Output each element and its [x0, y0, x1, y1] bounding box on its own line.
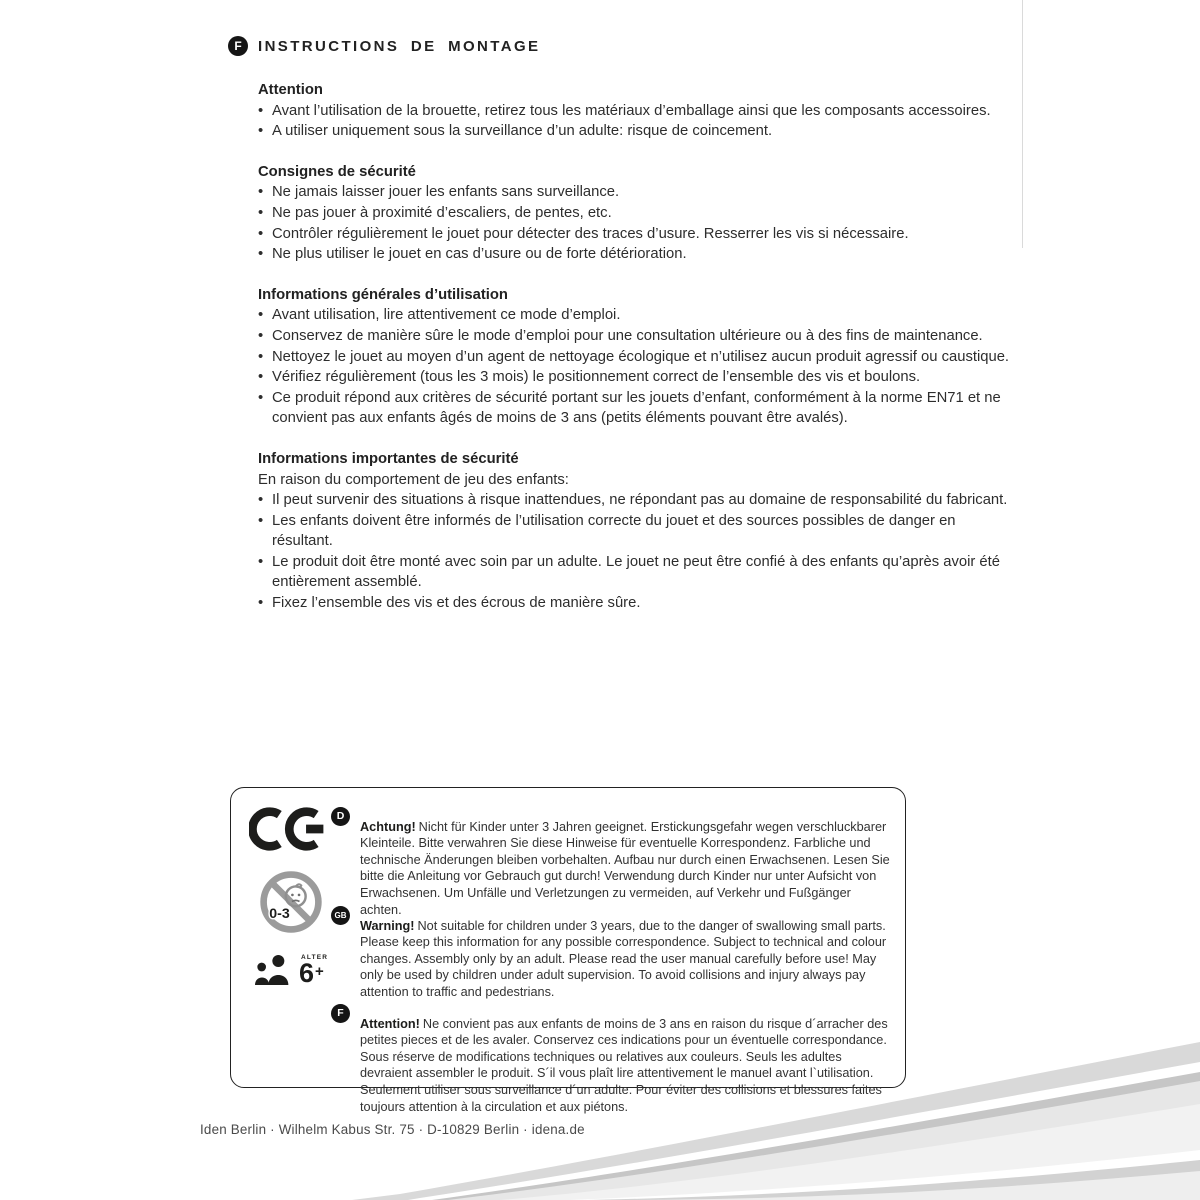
bullet-text: Vérifiez régulièrement (tous les 3 mois) le positionnement correct de l’ensemble des vis et boulons.: [272, 369, 921, 386]
bullet-marker: •: [258, 184, 264, 201]
bullet-text: Conservez de manière sûre le mode d’emploi pour une consultation ultérieure ou à des fins de maintenance.: [272, 327, 983, 344]
age-restriction-label: 0-3: [269, 906, 290, 923]
bullet-text: Il peut survenir des situations à risque inattendues, ne répondant pas au domaine de responsabilité du fabricant.: [272, 492, 1008, 509]
bullet-list: [258, 305, 1020, 429]
bullet-item: [258, 347, 1020, 368]
bullet-text: Contrôler régulièrement le jouet pour détecter des traces d’usure. Resserrer les vis si nécessaire.: [272, 225, 909, 242]
bullet-marker: •: [258, 327, 264, 344]
language-d-icon: D: [331, 807, 350, 826]
bullet-marker: •: [258, 102, 264, 119]
safety-icons-column: [247, 802, 337, 986]
bullet-marker: •: [258, 348, 264, 365]
bullet-text: Ne plus utiliser le jouet en cas d’usure ou de forte détérioration.: [272, 246, 687, 263]
bullet-text: Ce produit répond aux critères de sécurité portant sur les jouets d’enfant, conformément à la norme EN71 et ne convient pas aux enfants âgés de moins de 3 ans (petits éléments pouvant être avalés).: [272, 389, 1001, 427]
bullet-item: [258, 552, 1020, 593]
bullet-text: Fixez l’ensemble des vis et des écrous de manière sûre.: [272, 595, 641, 612]
bullet-text: Ne jamais laisser jouer les enfants sans surveillance.: [272, 184, 620, 201]
bullet-item: [258, 121, 1020, 142]
bullet-text: Le produit doit être monté avec soin par un adulte. Le jouet ne peut être confié à des enfants qu’après avoir été entièrement assemblé.: [272, 553, 1000, 591]
bullet-marker: •: [258, 492, 264, 509]
age-recommendation: [253, 952, 337, 986]
bullet-item: [258, 203, 1020, 224]
bullet-item: [258, 326, 1020, 347]
bullet-item: [258, 593, 1020, 614]
swoosh-decoration: [0, 1008, 1200, 1200]
bullet-marker: •: [258, 553, 264, 570]
page-header: [228, 36, 540, 56]
warning-lead-fr: Attention!: [360, 1016, 420, 1031]
bullet-item: [258, 224, 1020, 245]
warning-text-gb: Warning! Not suitable for children under 3 years, due to the danger of swallowing small parts. Please keep this information for any possible correspondence. Subject to technical and colour changes. Assembly only by an adult. Please read the user manual carefully before use! May only be used by children under adult supervision. To avoid collisions and injury always pay attention to traffic and pedestrians.: [360, 918, 887, 1000]
instruction-section: [258, 285, 1020, 429]
section-heading: Consignes de sécurité: [258, 163, 416, 180]
warning-text-fr: Attention! Ne convient pas aux enfants de moins de 3 ans en raison du risque d´arracher des petites pieces et de les avaler. Conservez ces indications pour un éventuelle correspondance. Sous réserve de modifications techniques ou relatives aux couleurs. Seuls les adultes devraient assembler le produit. S´il vous plaît lire attentivement le manuel avant l`utilisation. Seulement utiliser sous surveillance d´un adulte. Pour éviter des collisions et blessures faites toujours attention à la circulation et aux piétons.: [360, 1016, 888, 1114]
section-heading: Informations générales d’utilisation: [258, 286, 508, 303]
language-f-icon: F: [228, 36, 248, 56]
bullet-marker: •: [258, 512, 264, 529]
warning-lead-gb: Warning!: [360, 918, 415, 933]
age-value-block: [299, 955, 328, 987]
bullet-text: Ne pas jouer à proximité d’escaliers, de pentes, etc.: [272, 204, 612, 221]
section-heading: Informations importantes de sécurité: [258, 450, 519, 467]
bullet-text: Nettoyez le jouet au moyen d’un agent de nettoyage écologique et n’utilisez aucun produit agressif ou caustique.: [272, 348, 1010, 365]
bullet-marker: •: [258, 595, 264, 612]
language-f-circle-icon: F: [331, 1004, 350, 1023]
bullet-marker: •: [258, 389, 264, 406]
bullet-list: [258, 182, 1020, 264]
bullet-item: [258, 388, 1020, 429]
alter-label: ALTER: [301, 953, 329, 961]
instruction-section: [258, 162, 1020, 265]
warning-text-de: Achtung! Nicht für Kinder unter 3 Jahren geeignet. Erstickungsgefahr wegen verschluckbarer Kleinteile. Bitte verwahren Sie diese Hinweise für eventuelle Korrespondenz. Farbliche und technische Änderungen bleiben vorbehalten. Aufbau nur durch einen Erwachsenen. Lesen Sie bitte die Anleitung vor Gebrauch gut durch! Verwendung durch Kinder nur unter Aufsicht von Erwachsenen. Um Unfälle und Verletzungen zu vermeiden, auf Verkehr und Fußgänger achten.: [360, 819, 890, 917]
bullet-item: [258, 490, 1020, 511]
warning-lead-de: Achtung!: [360, 819, 416, 834]
bullet-marker: •: [258, 246, 264, 263]
bullet-text: Les enfants doivent être informés de l’utilisation correcte du jouet et des sources possibles de danger en résultant.: [272, 512, 956, 550]
section-intro: En raison du comportement de jeu des enfants:: [258, 471, 569, 488]
bullet-marker: •: [258, 225, 264, 242]
language-gb-icon: GB: [331, 906, 350, 925]
bullet-item: [258, 101, 1020, 122]
adult-child-silhouette-icon: [253, 952, 293, 986]
bullet-item: [258, 244, 1020, 265]
bullet-text: Avant l’utilisation de la brouette, retirez tous les matériaux d’emballage ainsi que les composants accessoires.: [272, 102, 991, 119]
bullet-text: Avant utilisation, lire attentivement ce mode d’emploi.: [272, 307, 621, 324]
bullet-marker: •: [258, 123, 264, 140]
age-value: 6+: [299, 958, 324, 988]
warning-paragraph-gb: [331, 905, 891, 1013]
bullet-item: [258, 511, 1020, 552]
bullet-marker: •: [258, 204, 264, 221]
sections: [258, 80, 1020, 614]
bullet-item: [258, 182, 1020, 203]
age-plus-sign: +: [315, 963, 324, 980]
bullet-item: [258, 367, 1020, 388]
bullet-list: [258, 101, 1020, 142]
bullet-list: [258, 490, 1020, 614]
page-edge-line: [1022, 0, 1023, 248]
bullet-text: A utiliser uniquement sous la surveillance d’un adulte: risque de coincement.: [272, 123, 773, 140]
section-heading: Attention: [258, 82, 323, 98]
bullet-marker: •: [258, 307, 264, 324]
not-for-under-3-icon: [257, 868, 325, 936]
page-title: INSTRUCTIONS DE MONTAGE: [258, 37, 541, 55]
bullet-item: [258, 305, 1020, 326]
ce-mark-icon: [249, 806, 327, 852]
instruction-section: [258, 80, 1020, 142]
bullet-marker: •: [258, 369, 264, 386]
publisher-footer: Iden Berlin · Wilhelm Kabus Str. 75 · D-10829 Berlin · idena.de: [200, 1122, 585, 1137]
instruction-section: [258, 449, 1020, 614]
